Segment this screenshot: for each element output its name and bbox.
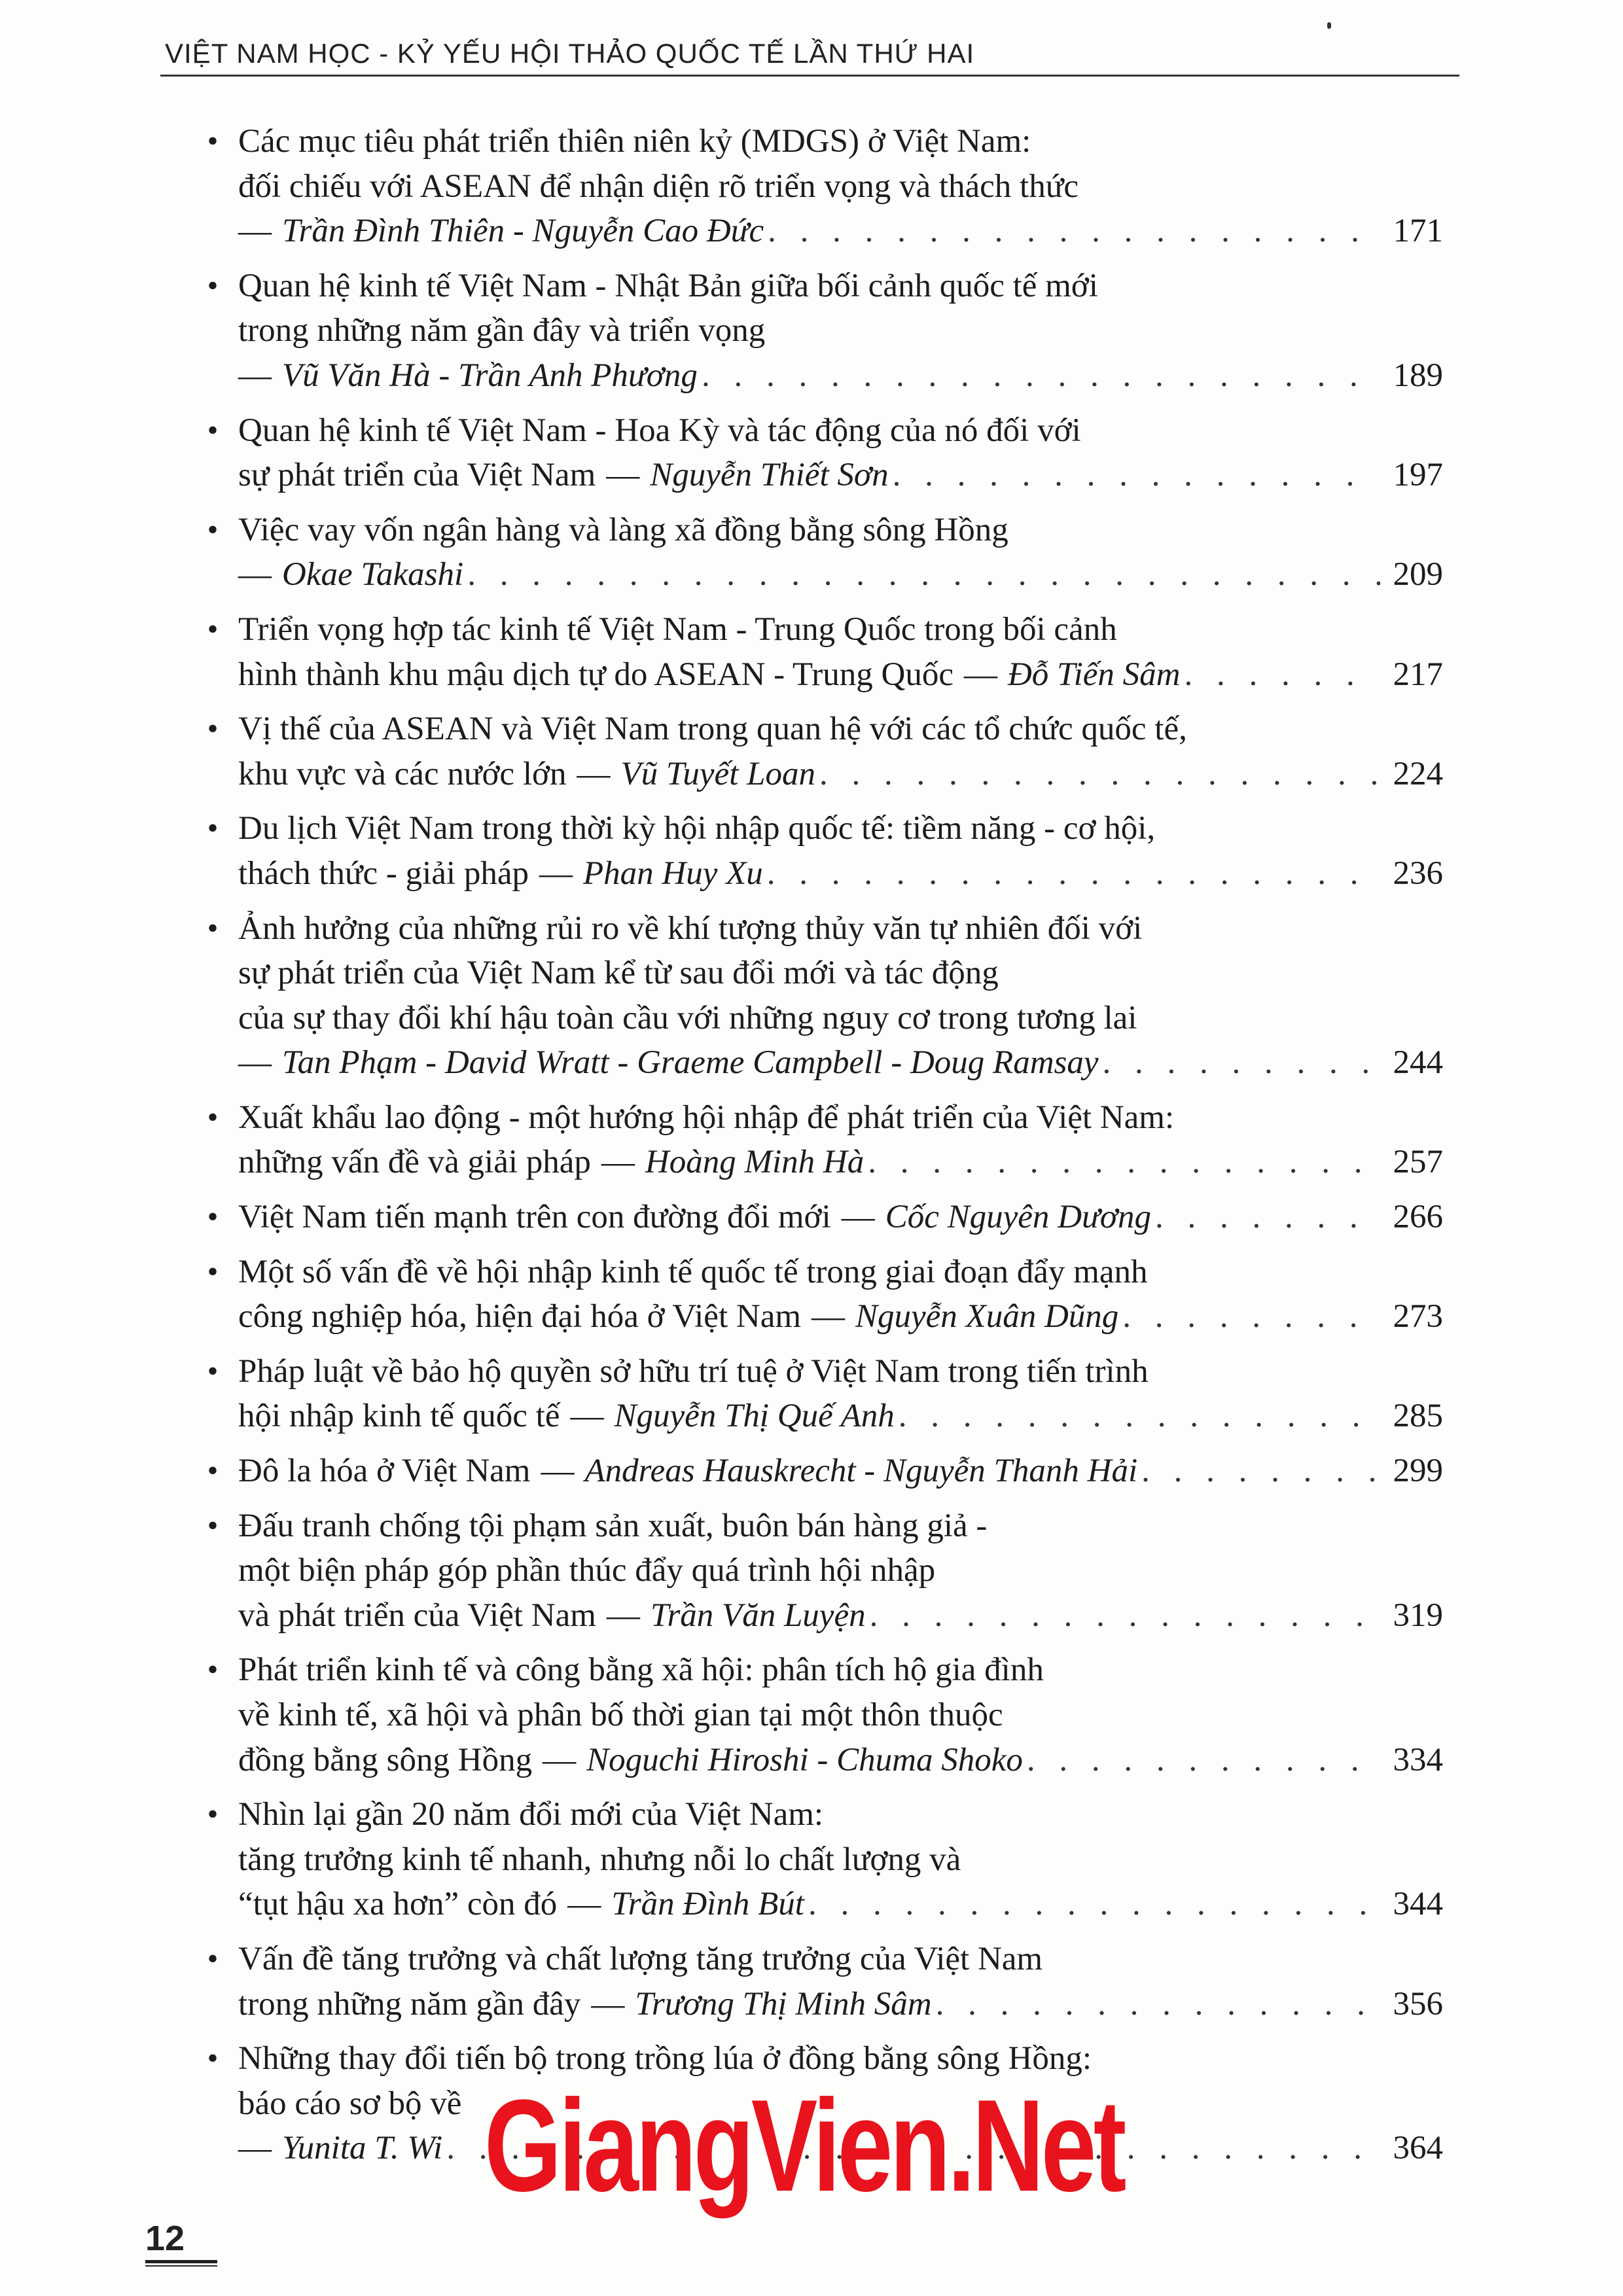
em-dash: —	[606, 457, 640, 494]
title-text: sự phát triển của Việt Nam kể từ sau đổi mới và tác động	[238, 955, 999, 992]
em-dash: —	[238, 1044, 272, 1082]
dot-leader	[1027, 1738, 1380, 1783]
title-text: trong những năm gần đây	[238, 1985, 581, 2022]
em-dash: —	[238, 213, 272, 250]
title-text: Vị thế của ASEAN và Việt Nam trong quan hệ với các tổ chức quốc tế,	[238, 711, 1187, 748]
bullet-icon: •	[207, 611, 219, 646]
toc-entry	[196, 806, 1443, 896]
title-text: Quan hệ kinh tế Việt Nam - Nhật Bản giữa bối cảnh quốc tế mới	[238, 267, 1098, 304]
toc-entry-title-line	[196, 1250, 1443, 1295]
toc-entry-title-line	[196, 1937, 1443, 1982]
page-ref: 209	[1393, 556, 1443, 593]
author-name: Okae Takashi	[282, 556, 464, 593]
toc-entry-author-line	[196, 1394, 1443, 1439]
page-number-rule	[145, 2260, 217, 2263]
toc-entry-author-line	[196, 1449, 1443, 1494]
dot-leader	[702, 353, 1380, 398]
bullet-icon: •	[207, 1797, 219, 1832]
em-dash: —	[238, 2130, 272, 2167]
dot-leader	[768, 209, 1380, 254]
em-dash: —	[570, 1398, 604, 1435]
title-text: Xuất khẩu lao động - một hướng hội nhập để phát triển của Việt Nam:	[238, 1099, 1175, 1136]
toc-entry-author-line	[196, 752, 1443, 797]
page-ref: 364	[1393, 2130, 1443, 2167]
toc-entry-author-line	[196, 1195, 1443, 1240]
author-name: Nguyễn Thiết Sơn	[650, 457, 889, 494]
toc-entry-author-line	[196, 1882, 1443, 1927]
bullet-icon: •	[207, 268, 219, 303]
toc-entry-title-line	[196, 164, 1443, 209]
toc-entry-title-line	[196, 1504, 1443, 1549]
title-text: Các mục tiêu phát triển thiên niên kỷ (MDGS) ở Việt Nam:	[238, 123, 1031, 160]
author-name: Nguyễn Xuân Dũng	[855, 1298, 1119, 1335]
page-ref: 197	[1393, 457, 1443, 494]
toc-entry-author-line	[196, 1140, 1443, 1185]
title-text: Một số vấn đề về hội nhập kinh tế quốc tế trong giai đoạn đẩy mạnh	[238, 1253, 1148, 1290]
toc-entry	[196, 1449, 1443, 1494]
toc-entry-title-line	[196, 1693, 1443, 1738]
page-ref: 344	[1393, 1886, 1443, 1923]
author-name: Phan Huy Xu	[582, 855, 763, 892]
toc-entry	[196, 1095, 1443, 1185]
toc-entry-author-line	[196, 1593, 1443, 1638]
author-name: Trần Đình Thiên - Nguyễn Cao Đức	[282, 213, 764, 250]
page-ref: 217	[1393, 656, 1443, 693]
em-dash: —	[539, 855, 573, 892]
toc-entry-title-line	[196, 607, 1443, 652]
title-text: “tụt hậu xa hơn” còn đó	[238, 1886, 558, 1923]
title-text: hình thành khu mậu dịch tự do ASEAN - Trung Quốc	[238, 656, 954, 693]
toc-entry-title-line	[196, 1349, 1443, 1394]
author-name: Cốc Nguyên Dương	[885, 1199, 1151, 1236]
title-text: Quan hệ kinh tế Việt Nam - Hoa Kỳ và tác động của nó đối với	[238, 412, 1081, 449]
header-rule	[160, 75, 1459, 77]
dot-leader	[870, 1593, 1380, 1638]
toc-entry	[196, 264, 1443, 398]
toc-entry-title-line	[196, 264, 1443, 309]
toc-entry-author-line	[196, 1982, 1443, 2027]
scan-speck	[1327, 22, 1331, 29]
em-dash: —	[577, 755, 611, 792]
toc-entry	[196, 408, 1443, 498]
dot-leader	[1185, 652, 1381, 698]
title-text: về kinh tế, xã hội và phân bố thời gian tại một thôn thuộc	[238, 1697, 1003, 1733]
title-text: Việt Nam tiến mạnh trên con đường đổi mới	[238, 1199, 831, 1236]
author-name: Trần Đình Bút	[611, 1886, 804, 1923]
title-text: sự phát triển của Việt Nam	[238, 457, 596, 494]
dot-leader	[819, 752, 1380, 797]
toc-entry-title-line	[196, 1837, 1443, 1882]
title-text: công nghiệp hóa, hiện đại hóa ở Việt Nam	[238, 1298, 802, 1335]
toc-entry	[196, 607, 1443, 697]
title-text: của sự thay đổi khí hậu toàn cầu với những nguy cơ trong tương lai	[238, 999, 1137, 1036]
toc-entry	[196, 1792, 1443, 1927]
dot-leader	[893, 453, 1380, 498]
table-of-contents	[196, 119, 1443, 2181]
bullet-icon: •	[207, 1508, 219, 1543]
page-ref: 171	[1393, 213, 1443, 250]
bullet-icon: •	[207, 1941, 219, 1976]
bullet-icon: •	[207, 1199, 219, 1235]
dot-leader	[936, 1982, 1380, 2027]
page-ref: 356	[1393, 1985, 1443, 2022]
bullet-icon: •	[207, 1254, 219, 1289]
title-text: Đô la hóa ở Việt Nam	[238, 1453, 531, 1490]
page-ref: 257	[1393, 1144, 1443, 1181]
bullet-icon: •	[207, 910, 219, 945]
author-name: Trần Văn Luyện	[650, 1597, 866, 1634]
title-text: và phát triển của Việt Nam	[238, 1597, 596, 1634]
toc-entry-author-line	[196, 851, 1443, 896]
em-dash: —	[591, 1985, 625, 2022]
toc-entry-title-line	[196, 951, 1443, 996]
title-text: Phát triển kinh tế và công bằng xã hội: phân tích hộ gia đình	[238, 1651, 1044, 1689]
em-dash: —	[541, 1453, 575, 1490]
dot-leader	[1141, 1449, 1380, 1494]
em-dash: —	[841, 1199, 875, 1236]
author-name: Yunita T. Wi	[282, 2130, 443, 2167]
toc-entry	[196, 508, 1443, 597]
page-ref: 236	[1393, 855, 1443, 892]
bullet-icon: •	[207, 1453, 219, 1489]
toc-entry-title-line	[196, 707, 1443, 752]
author-name: Vũ Tuyết Loan	[620, 755, 815, 792]
em-dash: —	[238, 357, 272, 394]
title-text: một biện pháp góp phần thúc đẩy quá trình hội nhập	[238, 1552, 936, 1589]
toc-entry-title-line	[196, 1648, 1443, 1693]
em-dash: —	[238, 556, 272, 593]
author-name: Trương Thị Minh Sâm	[635, 1985, 932, 2022]
dot-leader	[767, 851, 1380, 896]
title-text: Việc vay vốn ngân hàng và làng xã đồng bằng sông Hồng	[238, 511, 1008, 548]
page-ref: 285	[1393, 1398, 1443, 1435]
title-text: đồng bằng sông Hồng	[238, 1741, 533, 1778]
toc-entry-title-line	[196, 1095, 1443, 1140]
author-name: Noguchi Hiroshi - Chuma Shoko	[586, 1741, 1023, 1778]
em-dash: —	[601, 1144, 635, 1181]
author-name: Đỗ Tiến Sâm	[1007, 656, 1181, 693]
toc-entry	[196, 119, 1443, 254]
title-text: Pháp luật về bảo hộ quyền sở hữu trí tuệ ở Việt Nam trong tiến trình	[238, 1352, 1149, 1390]
toc-entry-title-line	[196, 308, 1443, 353]
bullet-icon: •	[207, 1353, 219, 1388]
title-text: Đấu tranh chống tội phạm sản xuất, buôn bán hàng giả -	[238, 1507, 988, 1544]
toc-entry	[196, 906, 1443, 1086]
author-name: Hoàng Minh Hà	[645, 1144, 865, 1181]
title-text: trong những năm gần đây và triển vọng	[238, 312, 766, 349]
page-ref: 244	[1393, 1044, 1443, 1082]
dot-leader	[899, 1394, 1380, 1439]
dot-leader	[1122, 1294, 1380, 1339]
title-text: Triển vọng hợp tác kinh tế Việt Nam - Trung Quốc trong bối cảnh	[238, 610, 1117, 648]
em-dash: —	[567, 1886, 601, 1923]
title-text: báo cáo sơ bộ về	[238, 2085, 462, 2122]
page-ref: 319	[1393, 1597, 1443, 1634]
bullet-icon: •	[207, 124, 219, 158]
toc-entry-title-line	[196, 119, 1443, 164]
running-header: VIỆT NAM HỌC - KỶ YẾU HỘI THẢO QUỐC TẾ LẦN THỨ HAI	[165, 38, 975, 69]
page-ref: 334	[1393, 1741, 1443, 1778]
toc-entry-author-line	[196, 353, 1443, 398]
author-name: Tan Phạm - David Wratt - Graeme Campbell - Doug Ramsay	[282, 1044, 1099, 1082]
toc-entry	[196, 1648, 1443, 1782]
title-text: thách thức - giải pháp	[238, 855, 529, 892]
toc-entry-author-line	[196, 552, 1443, 597]
toc-entry-title-line	[196, 996, 1443, 1041]
page-ref: 189	[1393, 357, 1443, 394]
bullet-icon: •	[207, 2041, 219, 2076]
em-dash: —	[606, 1597, 640, 1634]
toc-entry-title-line	[196, 806, 1443, 851]
toc-entry	[196, 1349, 1443, 1439]
author-name: Andreas Hauskrecht - Nguyễn Thanh Hải	[584, 1453, 1138, 1490]
title-text: Ảnh hưởng của những rủi ro về khí tượng thủy văn tự nhiên đối với	[238, 910, 1143, 947]
title-text: những vấn đề và giải pháp	[238, 1144, 591, 1181]
bullet-icon: •	[207, 412, 219, 448]
page-number-rule-thin	[145, 2265, 217, 2267]
toc-entry-title-line	[196, 1792, 1443, 1837]
toc-entry-author-line	[196, 652, 1443, 698]
toc-entry-author-line	[196, 453, 1443, 498]
watermark: GiangVien.Net	[484, 2073, 1124, 2219]
dot-leader	[868, 1140, 1380, 1185]
toc-entry-title-line	[196, 906, 1443, 951]
toc-entry-author-line	[196, 209, 1443, 254]
author-name: Nguyễn Thị Quế Anh	[614, 1398, 895, 1435]
bullet-icon: •	[207, 1099, 219, 1135]
bullet-icon: •	[207, 711, 219, 747]
title-text: khu vực và các nước lớn	[238, 755, 567, 792]
page-ref: 266	[1393, 1199, 1443, 1236]
toc-entry-author-line	[196, 1738, 1443, 1783]
page-ref: 299	[1393, 1453, 1443, 1490]
toc-entry	[196, 1250, 1443, 1339]
em-dash: —	[812, 1298, 846, 1335]
dot-leader	[1103, 1040, 1380, 1086]
title-text: Vấn đề tăng trưởng và chất lượng tăng trưởng của Việt Nam	[238, 1940, 1043, 1977]
dot-leader	[1155, 1195, 1380, 1240]
dot-leader	[808, 1882, 1380, 1927]
toc-entry	[196, 1937, 1443, 2026]
bullet-icon: •	[207, 811, 219, 846]
dot-leader	[467, 552, 1380, 597]
em-dash: —	[543, 1741, 577, 1778]
page-ref: 273	[1393, 1298, 1443, 1335]
author-name: Vũ Văn Hà - Trần Anh Phương	[282, 357, 698, 394]
bullet-icon: •	[207, 1652, 219, 1687]
toc-entry	[196, 1195, 1443, 1240]
em-dash: —	[963, 656, 997, 693]
toc-entry-author-line	[196, 1040, 1443, 1086]
toc-entry	[196, 1504, 1443, 1638]
title-text: Nhìn lại gần 20 năm đổi mới của Việt Nam:	[238, 1796, 824, 1833]
title-text: đối chiếu với ASEAN để nhận diện rõ triển vọng và thách thức	[238, 168, 1079, 205]
title-text: tăng trưởng kinh tế nhanh, nhưng nỗi lo chất lượng và	[238, 1841, 961, 1878]
toc-entry	[196, 707, 1443, 796]
page-number: 12	[145, 2219, 185, 2258]
toc-entry-title-line	[196, 408, 1443, 453]
title-text: Du lịch Việt Nam trong thời kỳ hội nhập quốc tế: tiềm năng - cơ hội,	[238, 810, 1156, 847]
toc-entry-author-line	[196, 1294, 1443, 1339]
bullet-icon: •	[207, 512, 219, 547]
title-text: hội nhập kinh tế quốc tế	[238, 1398, 560, 1435]
title-text: Những thay đổi tiến bộ trong trồng lúa ở đồng bằng sông Hồng:	[238, 2040, 1092, 2077]
toc-entry-title-line	[196, 508, 1443, 553]
page-ref: 224	[1393, 755, 1443, 792]
toc-entry-title-line	[196, 1548, 1443, 1593]
